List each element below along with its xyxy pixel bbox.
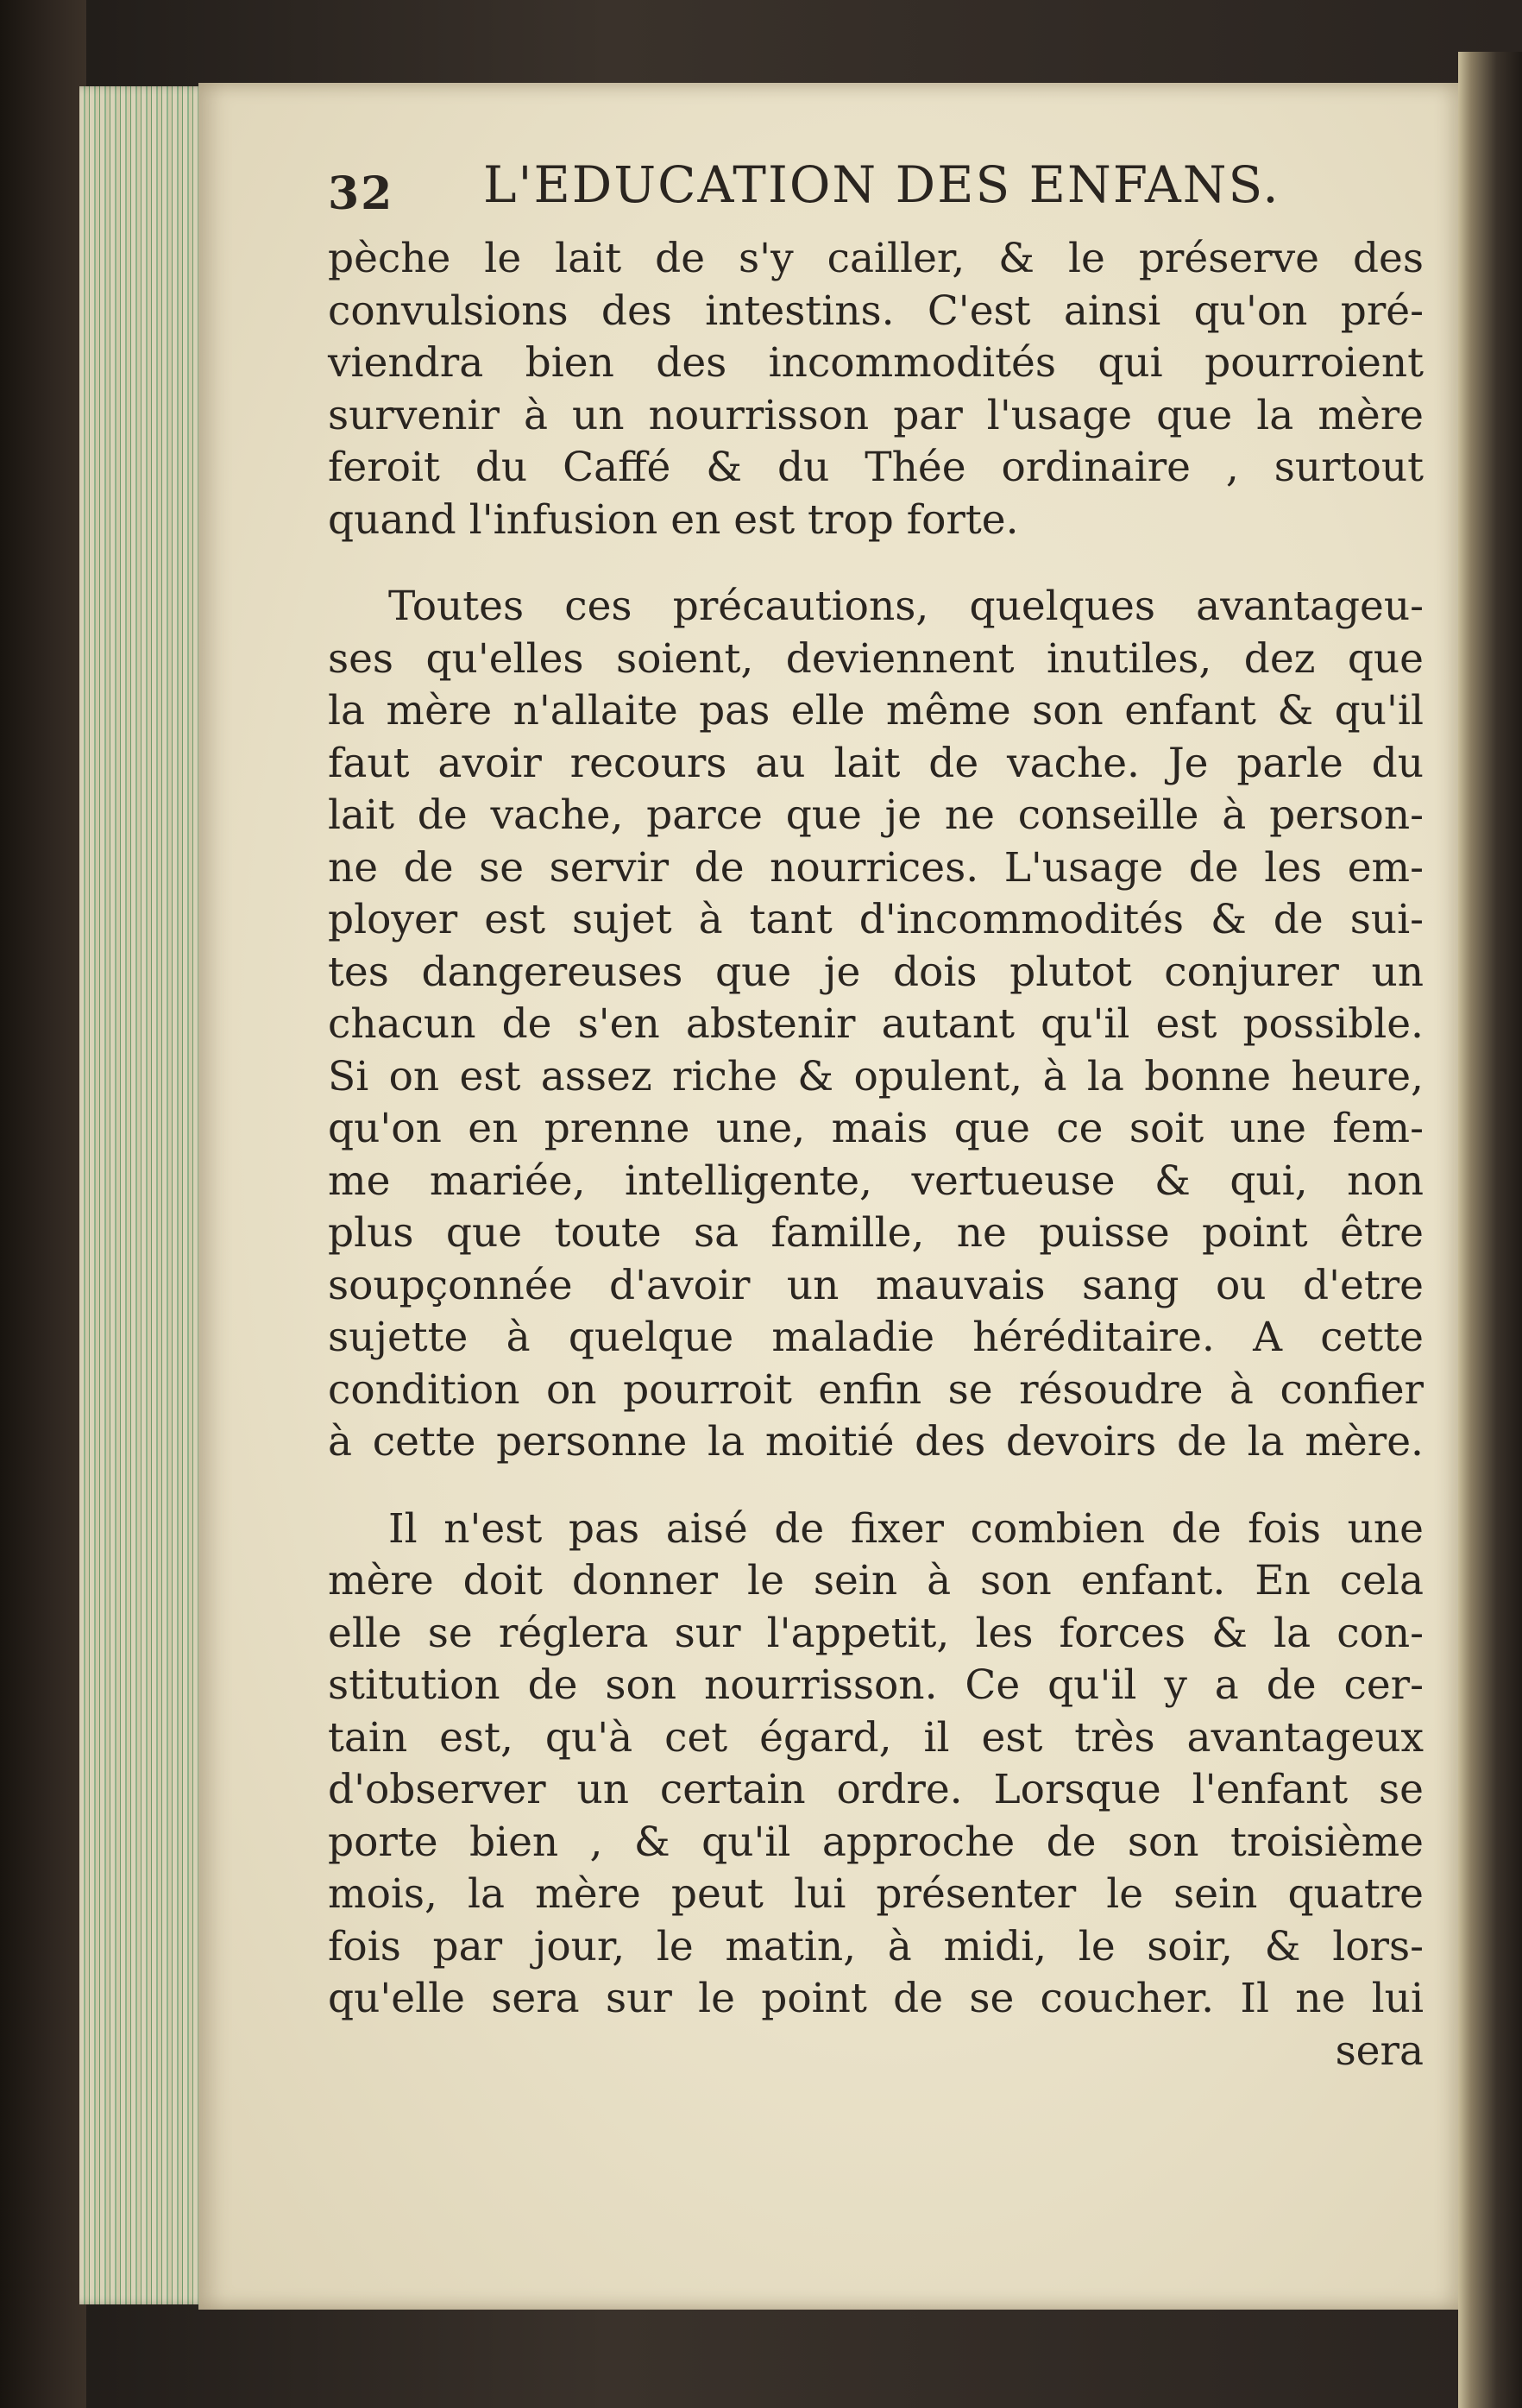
text-line: stitution de son nourrisson. Ce qu'il y a de cer- [328, 1661, 1424, 1709]
book-cover-right [1458, 52, 1522, 2408]
text-line: tes dangereuses que je dois plutot conjurer un [328, 948, 1424, 996]
text-line: pèche le lait de s'y cailler, & le préserve des [328, 235, 1424, 282]
text-line: d'observer un certain ordre. Lorsque l'enfant se [328, 1766, 1424, 1813]
page-text [328, 155, 1424, 2077]
text-line: fois par jour, le matin, à midi, le soir, & lors- [328, 1922, 1424, 1970]
text-line: Si on est assez riche & opulent, à la bonne heure, [328, 1052, 1424, 1100]
running-head [328, 155, 1424, 233]
text-line: ployer est sujet à tant d'incommodités & de sui- [328, 896, 1424, 943]
page-edges [79, 86, 209, 2304]
paragraph-gap [328, 1469, 1424, 1503]
text-line: me mariée, intelligente, vertueuse & qui, non [328, 1157, 1424, 1205]
text-line: soupçonnée d'avoir un mauvais sang ou d'etre [328, 1261, 1424, 1309]
book-cover-left [0, 0, 86, 2408]
paragraph-3 [328, 1503, 1424, 2026]
text-line: ses qu'elles soient, deviennent inutiles, dez que [328, 634, 1424, 683]
paragraph-gap [328, 546, 1424, 581]
text-line: lait de vache, parce que je ne conseille à person- [328, 791, 1424, 839]
text-line: Il n'est pas aisé de fixer combien de fois une [388, 1504, 1424, 1553]
text-line: Toutes ces précautions, quelques avantageu- [388, 583, 1424, 630]
running-title: L'EDUCATION DES ENFANS. [483, 155, 1280, 214]
text-line: convulsions des intestins. C'est ainsi qu'on pré- [328, 287, 1424, 335]
text-line: porte bien , & qu'il approche de son troisième [328, 1818, 1424, 1866]
text-line: à cette personne la moitié des devoirs de la mère. [328, 1418, 1424, 1466]
text-line: viendra bien des incommodités qui pourroient [328, 339, 1424, 387]
text-line: sujette à quelque maladie héréditaire. A cette [328, 1314, 1424, 1361]
text-line: mois, la mère peut lui présenter le sein quatre [328, 1870, 1424, 1918]
text-line: faut avoir recours au lait de vache. Je parle du [328, 739, 1424, 787]
text-line: tain est, qu'à cet égard, il est très avantageux [328, 1713, 1424, 1762]
text-line: elle se réglera sur l'appetit, les forces & la con- [328, 1609, 1424, 1657]
page-number: 32 [328, 167, 394, 220]
text-line: quand l'infusion en est trop forte. [328, 495, 1019, 544]
text-line: mère doit donner le sein à son enfant. En cela [328, 1557, 1424, 1604]
text-line: qu'elle sera sur le point de se coucher. Il ne lui [328, 1975, 1424, 2022]
text-line: qu'on en prenne une, mais que ce soit une fem- [328, 1105, 1424, 1152]
text-line: feroit du Caffé & du Thée ordinaire , surtout [328, 444, 1424, 491]
catchword: sera [1335, 2027, 1424, 2075]
text-line: chacun de s'en abstenir autant qu'il est possible. [328, 1000, 1424, 1048]
text-line: condition on pourroit enfin se résoudre à confier [328, 1365, 1424, 1414]
text-line: survenir à un nourrisson par l'usage que la mère [328, 391, 1424, 439]
text-line: plus que toute sa famille, ne puisse point être [328, 1209, 1424, 1257]
paragraph-1 [328, 233, 1424, 546]
text-line: la mère n'allaite pas elle même son enfant & qu'il [328, 687, 1424, 734]
paragraph-2 [328, 581, 1424, 1469]
text-line: ne de se servir de nourrices. L'usage de les em- [328, 843, 1424, 892]
